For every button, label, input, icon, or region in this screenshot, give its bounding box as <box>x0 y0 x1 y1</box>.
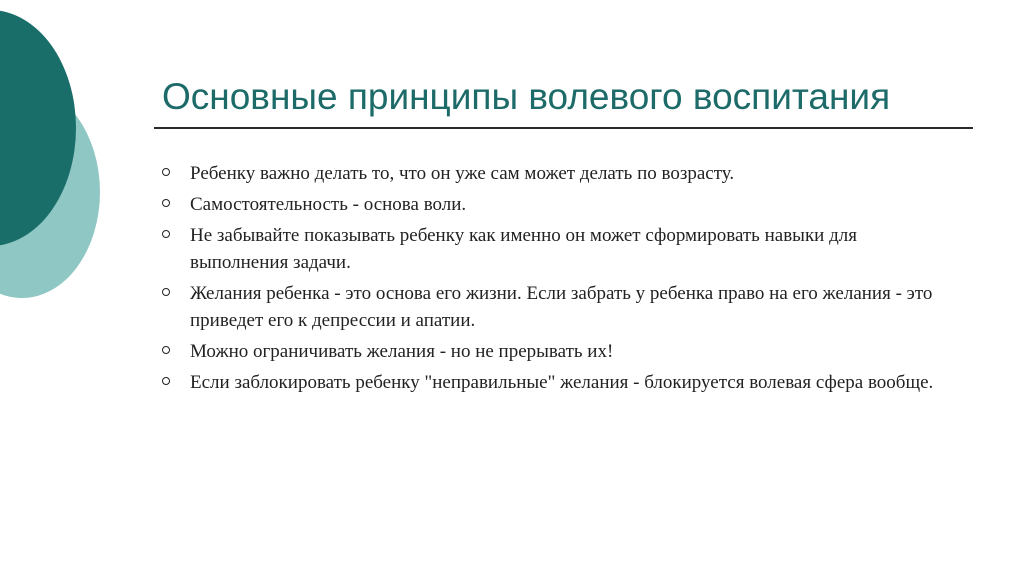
bullet-text: Самостоятельность - основа воли. <box>190 194 467 215</box>
hollow-circle-bullet-icon <box>162 377 170 385</box>
bullet-item <box>160 280 960 334</box>
hollow-circle-bullet-icon <box>162 346 170 354</box>
title-divider <box>154 127 973 129</box>
slide-title: Основные принципы волевого воспитания <box>162 76 891 117</box>
bullet-item <box>160 191 960 218</box>
bullet-item <box>160 338 960 365</box>
bullet-text: Можно ограничивать желания - но не прерывать их! <box>190 341 614 362</box>
bullet-text: Не забывайте показывать ребенку как именно он может сформировать навыки для выполнения задачи. <box>190 225 857 273</box>
hollow-circle-bullet-icon <box>162 230 170 238</box>
bullet-list <box>160 160 960 400</box>
bullet-text: Если заблокировать ребенку "неправильные" желания - блокируется волевая сфера вообще. <box>190 372 934 393</box>
bullet-item <box>160 160 960 187</box>
bullet-text: Ребенку важно делать то, что он уже сам может делать по возрасту. <box>190 163 735 184</box>
hollow-circle-bullet-icon <box>162 288 170 296</box>
hollow-circle-bullet-icon <box>162 168 170 176</box>
bullet-item <box>160 222 960 276</box>
decorative-circles <box>0 0 120 320</box>
bullet-item <box>160 369 960 396</box>
hollow-circle-bullet-icon <box>162 199 170 207</box>
bullet-text: Желания ребенка - это основа его жизни. Если забрать у ребенка право на его желания - это приведет его к депрессии и апатии. <box>190 283 933 331</box>
